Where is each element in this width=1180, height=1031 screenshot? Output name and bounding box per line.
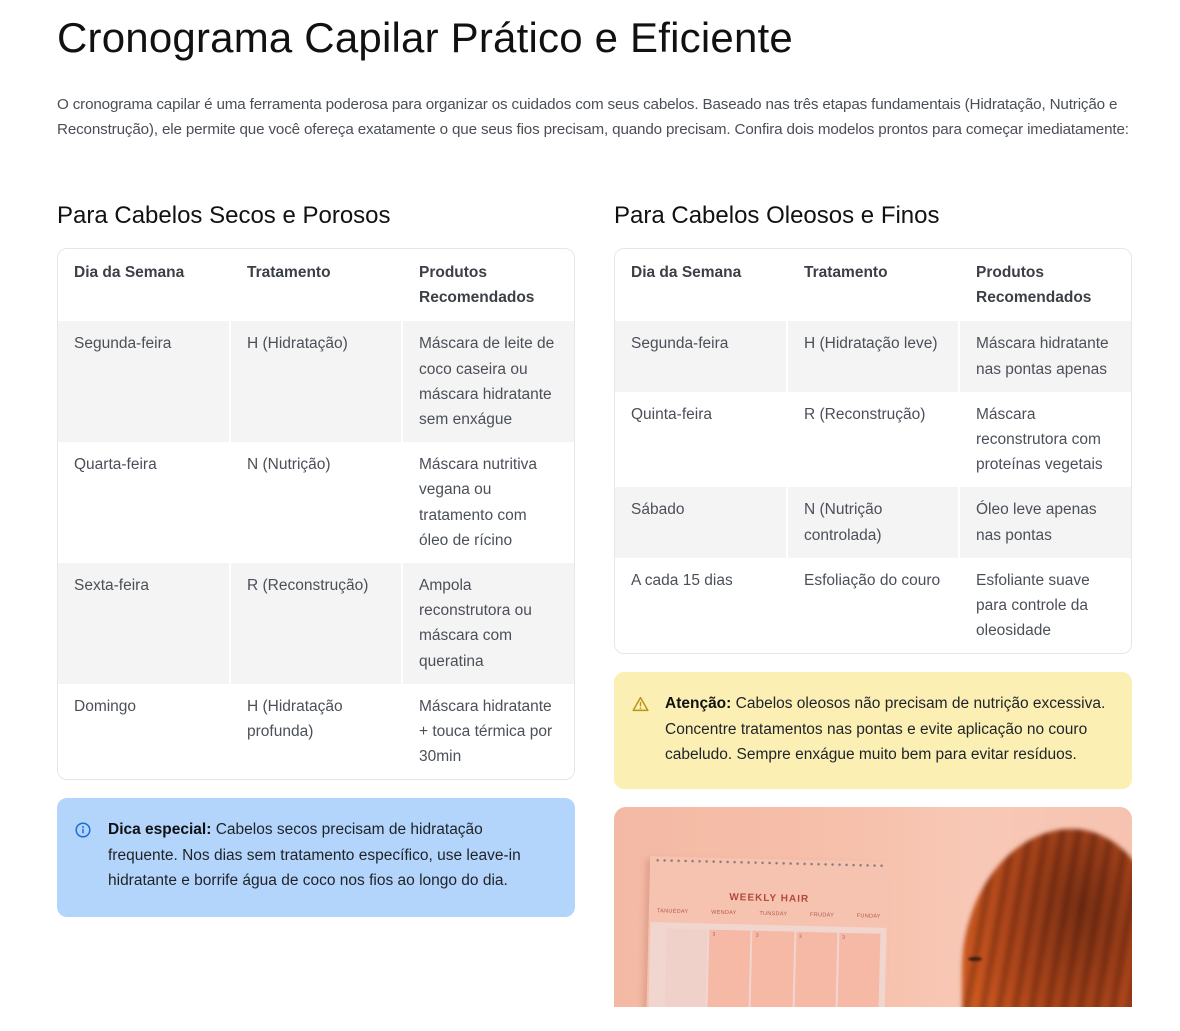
column-header-day: Dia da Semana xyxy=(615,249,787,321)
calendar-cell xyxy=(750,931,794,1007)
calendar-day: WENDAY xyxy=(711,909,737,917)
tip-body: Cabelos secos precisam de hidratação frequente. Nos dias sem tratamento específico, use leave-in hidratante e borrife água de coco nos fios ao longo do dia. xyxy=(108,821,521,889)
calendar-cell xyxy=(793,932,837,1007)
hair-schedule-photo xyxy=(614,807,1132,1007)
warning-body: Cabelos oleosos não precisam de nutrição excessiva. Concentre tratamentos nas pontas e evite aplicação no couro cabeludo. Sempre enxágue muito bem para evitar resíduos. xyxy=(665,695,1106,763)
cell-treatment: Esfoliação do couro xyxy=(787,558,959,654)
warning-text xyxy=(665,691,1112,767)
section-title-oily-hair: Para Cabelos Oleosos e Finos xyxy=(614,202,940,229)
section-title-dry-hair: Para Cabelos Secos e Porosos xyxy=(57,202,391,229)
calendar-cell-number: 3 xyxy=(798,933,802,940)
table-row xyxy=(58,442,575,563)
cell-day: Segunda-feira xyxy=(615,321,787,391)
person-hair xyxy=(962,829,1132,1007)
cell-treatment: N (Nutrição) xyxy=(230,442,402,563)
oily-hair-section xyxy=(614,198,1132,1007)
table-header-row xyxy=(58,249,575,321)
info-icon xyxy=(75,821,91,837)
table-row xyxy=(615,558,1132,654)
cell-products: Máscara hidratante nas pontas apenas xyxy=(959,321,1132,391)
table-row xyxy=(58,321,575,442)
column-header-day: Dia da Semana xyxy=(58,249,230,321)
wall-calendar xyxy=(646,856,890,1007)
calendar-day: FUNDAY xyxy=(856,913,881,920)
calendar-day: TUNSDAY xyxy=(759,910,788,918)
cell-products: Esfoliante suave para controle da oleosidade xyxy=(959,558,1132,654)
calendar-cell xyxy=(664,929,708,1007)
oily-hair-schedule-table xyxy=(614,248,1132,654)
cell-treatment: H (Hidratação profunda) xyxy=(230,684,402,780)
cell-day: Domingo xyxy=(58,684,230,780)
tip-callout xyxy=(57,798,575,917)
cell-day: Sexta-feira xyxy=(58,563,230,684)
tip-label: Dica especial: xyxy=(108,821,212,839)
calendar-title: WEEKLY HAIR xyxy=(729,892,810,906)
calendar-day-labels xyxy=(657,908,881,919)
warning-icon xyxy=(632,695,648,711)
cell-treatment: N (Nutrição controlada) xyxy=(787,487,959,557)
calendar-cell xyxy=(837,933,881,1007)
cell-products: Máscara reconstrutora com proteínas vegetais xyxy=(959,392,1132,488)
table-row xyxy=(615,321,1132,391)
cell-day: Quinta-feira xyxy=(615,392,787,488)
column-header-treatment: Tratamento xyxy=(230,249,402,321)
table-row xyxy=(58,563,575,684)
calendar-grid xyxy=(648,922,887,1007)
page-title: Cronograma Capilar Prático e Eficiente xyxy=(57,14,793,61)
calendar-cell-number: 3 xyxy=(842,934,845,941)
cell-products: Máscara hidratante + touca térmica por 30min xyxy=(402,684,575,780)
cell-products: Óleo leve apenas nas pontas xyxy=(959,487,1132,557)
cell-products: Máscara nutritiva vegana ou tratamento com óleo de rícino xyxy=(402,442,575,563)
table-header-row xyxy=(615,249,1132,321)
calendar-cell-number: 3 xyxy=(712,931,716,938)
calendar-day: FRUDAY xyxy=(810,912,835,919)
cell-day: Segunda-feira xyxy=(58,321,230,442)
cell-products: Ampola reconstrutora ou máscara com queratina xyxy=(402,563,575,684)
dry-hair-section xyxy=(57,198,575,917)
calendar-cell-number: 3 xyxy=(755,932,759,939)
intro-paragraph: O cronograma capilar é uma ferramenta poderosa para organizar os cuidados com seus cabelos. Baseado nas três etapas fundamentais (Hidratação, Nutrição e Reconstrução), ele permite que você ofereça exatamente o que seus fios precisam, quando precisam. Confira dois modelos prontos para começar imediatamente: xyxy=(57,96,1129,138)
calendar-day: TANUEDAY xyxy=(656,908,689,916)
dry-hair-schedule-table xyxy=(57,248,575,780)
warning-label: Atenção: xyxy=(665,695,732,713)
table-row xyxy=(615,487,1132,557)
cell-day: A cada 15 dias xyxy=(615,558,787,654)
cell-day: Sábado xyxy=(615,487,787,557)
column-header-products: Produtos Recomendados xyxy=(402,249,575,321)
column-header-treatment: Tratamento xyxy=(787,249,959,321)
table-row xyxy=(615,392,1132,488)
cell-day: Quarta-feira xyxy=(58,442,230,563)
cell-treatment: H (Hidratação leve) xyxy=(787,321,959,391)
cell-products: Máscara de leite de coco caseira ou máscara hidratante sem enxágue xyxy=(402,321,575,442)
cell-treatment: H (Hidratação) xyxy=(230,321,402,442)
warning-callout xyxy=(614,672,1132,789)
column-header-products: Produtos Recomendados xyxy=(959,249,1132,321)
calendar-spiral xyxy=(654,858,886,868)
calendar-cell xyxy=(707,930,751,1007)
tip-text xyxy=(108,817,555,893)
cell-treatment: R (Reconstrução) xyxy=(230,563,402,684)
cell-treatment: R (Reconstrução) xyxy=(787,392,959,488)
table-row xyxy=(58,684,575,780)
